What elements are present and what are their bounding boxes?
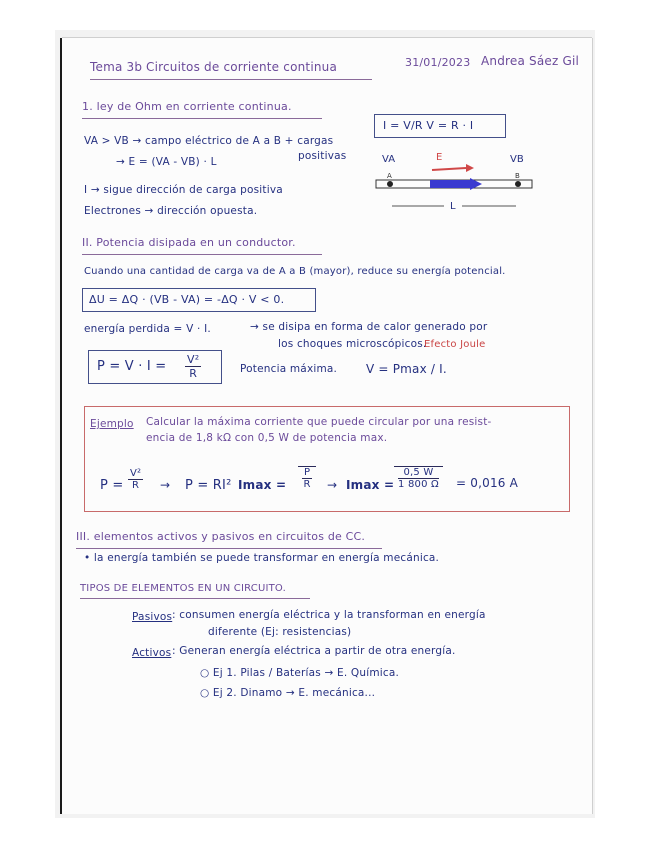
diagram-e: E — [436, 152, 443, 163]
diagram-a: A — [387, 172, 392, 180]
section1-underline — [82, 118, 322, 119]
conductor-diagram — [370, 148, 540, 214]
title-underline — [90, 79, 372, 80]
section3-underline — [76, 548, 382, 549]
ohm-formula-box — [374, 114, 506, 138]
diagram-vb: VB — [510, 154, 524, 165]
s3-subheading: TIPOS DE ELEMENTOS EN UN CIRCUITO. — [80, 583, 286, 594]
active-text: : Generan energía eléctrica a partir de otra energía. — [172, 645, 456, 657]
energy-formula-box — [82, 288, 316, 312]
ex-f3: Imax = — [238, 478, 287, 492]
power-den: R — [189, 367, 198, 380]
s1-line2: → E = (VA - VB) · L — [116, 156, 217, 168]
ex-f3-den: R — [303, 479, 311, 490]
power-formula-lhs: P = V · I = — [97, 359, 167, 374]
s3-subheading-underline — [80, 598, 310, 599]
date: 31/01/2023 — [405, 56, 471, 69]
active-label: Activos — [132, 647, 172, 659]
s1-line1: VA > VB → campo eléctrico de A a B + cargas — [84, 135, 334, 147]
current-arrow-body — [430, 180, 470, 188]
diagram-b: B — [515, 172, 520, 180]
active-example2: ○ Ej 2. Dinamo → E. mecánica... — [200, 687, 376, 699]
power-num: V² — [187, 353, 200, 366]
ex-f4-den: 1 800 Ω — [398, 479, 439, 490]
page-title: Circuitos de corriente continua — [146, 60, 338, 74]
ex-arrow1: → — [160, 478, 171, 492]
max-power-formula: V = Pmax / I. — [366, 362, 447, 376]
ex-f3-fraction — [298, 466, 316, 490]
ex-f1-num: V² — [130, 468, 142, 479]
s2-line1: Cuando una cantidad de carga va de A a B (mayor), reduce su energía potencial. — [84, 266, 506, 277]
s2-line2a: energía perdida = V · I. — [84, 323, 211, 335]
active-example1: ○ Ej 1. Pilas / Baterías → E. Química. — [200, 667, 400, 679]
section3-heading: III. elementos activos y pasivos en circuitos de CC. — [76, 530, 366, 543]
ex-f2: P = RI² — [185, 478, 232, 493]
passive-text2: diferente (Ej: resistencias) — [208, 626, 352, 638]
energy-formula: ΔU = ΔQ · (VB - VA) = -ΔQ · V < 0. — [89, 293, 285, 306]
power-formula-fraction — [185, 353, 201, 380]
point-b — [515, 181, 521, 187]
power-formula-box — [88, 350, 222, 384]
example-text2: encia de 1,8 kΩ con 0,5 W de potencia max. — [146, 432, 388, 444]
passive-text1: : consumen energía eléctrica y la transforman en energía — [172, 609, 486, 621]
ex-arrow2: → — [327, 478, 338, 492]
max-power-label: Potencia máxima. — [240, 363, 338, 375]
s1-line3: I → sigue dirección de carga positiva — [84, 184, 283, 196]
s1-line4: Electrones → dirección opuesta. — [84, 205, 258, 217]
ex-f3-num: P — [304, 467, 311, 478]
section2-heading: II. Potencia disipada en un conductor. — [82, 236, 296, 249]
example-heading: Ejemplo — [90, 418, 134, 430]
point-a — [387, 181, 393, 187]
s3-line1: • la energía también se puede transformar en energía mecánica. — [84, 552, 440, 564]
author: Andrea Sáez Gil — [481, 54, 580, 68]
section2-underline — [82, 254, 322, 255]
ex-result: = 0,016 A — [456, 476, 519, 490]
example-text1: Calcular la máxima corriente que puede circular por una resist- — [146, 416, 492, 428]
topic-label: Tema 3b — [90, 60, 143, 74]
passive-label: Pasivos — [132, 611, 173, 623]
ex-f4-fraction — [394, 466, 443, 490]
ohm-formula: I = V/R V = R · I — [383, 119, 474, 132]
s1-line1b: positivas — [298, 150, 347, 162]
diagram-va: VA — [382, 154, 396, 165]
diagram-l: L — [450, 201, 456, 212]
s2-line2b: → se disipa en forma de calor generado por — [250, 321, 488, 333]
s2-line2c: los choques microscópicos. — [278, 338, 427, 350]
field-arrow-head — [466, 164, 474, 172]
ex-f1: P = — [100, 478, 124, 493]
field-arrow-line — [432, 168, 466, 170]
ex-f4: Imax = — [346, 478, 395, 492]
ex-f1-fraction — [128, 468, 143, 491]
ex-f1-den: R — [132, 480, 140, 491]
section1-heading: 1. ley de Ohm en corriente continua. — [82, 100, 292, 113]
ex-f4-num: 0,5 W — [398, 467, 439, 479]
joule-effect-label: Efecto Joule — [424, 339, 486, 350]
